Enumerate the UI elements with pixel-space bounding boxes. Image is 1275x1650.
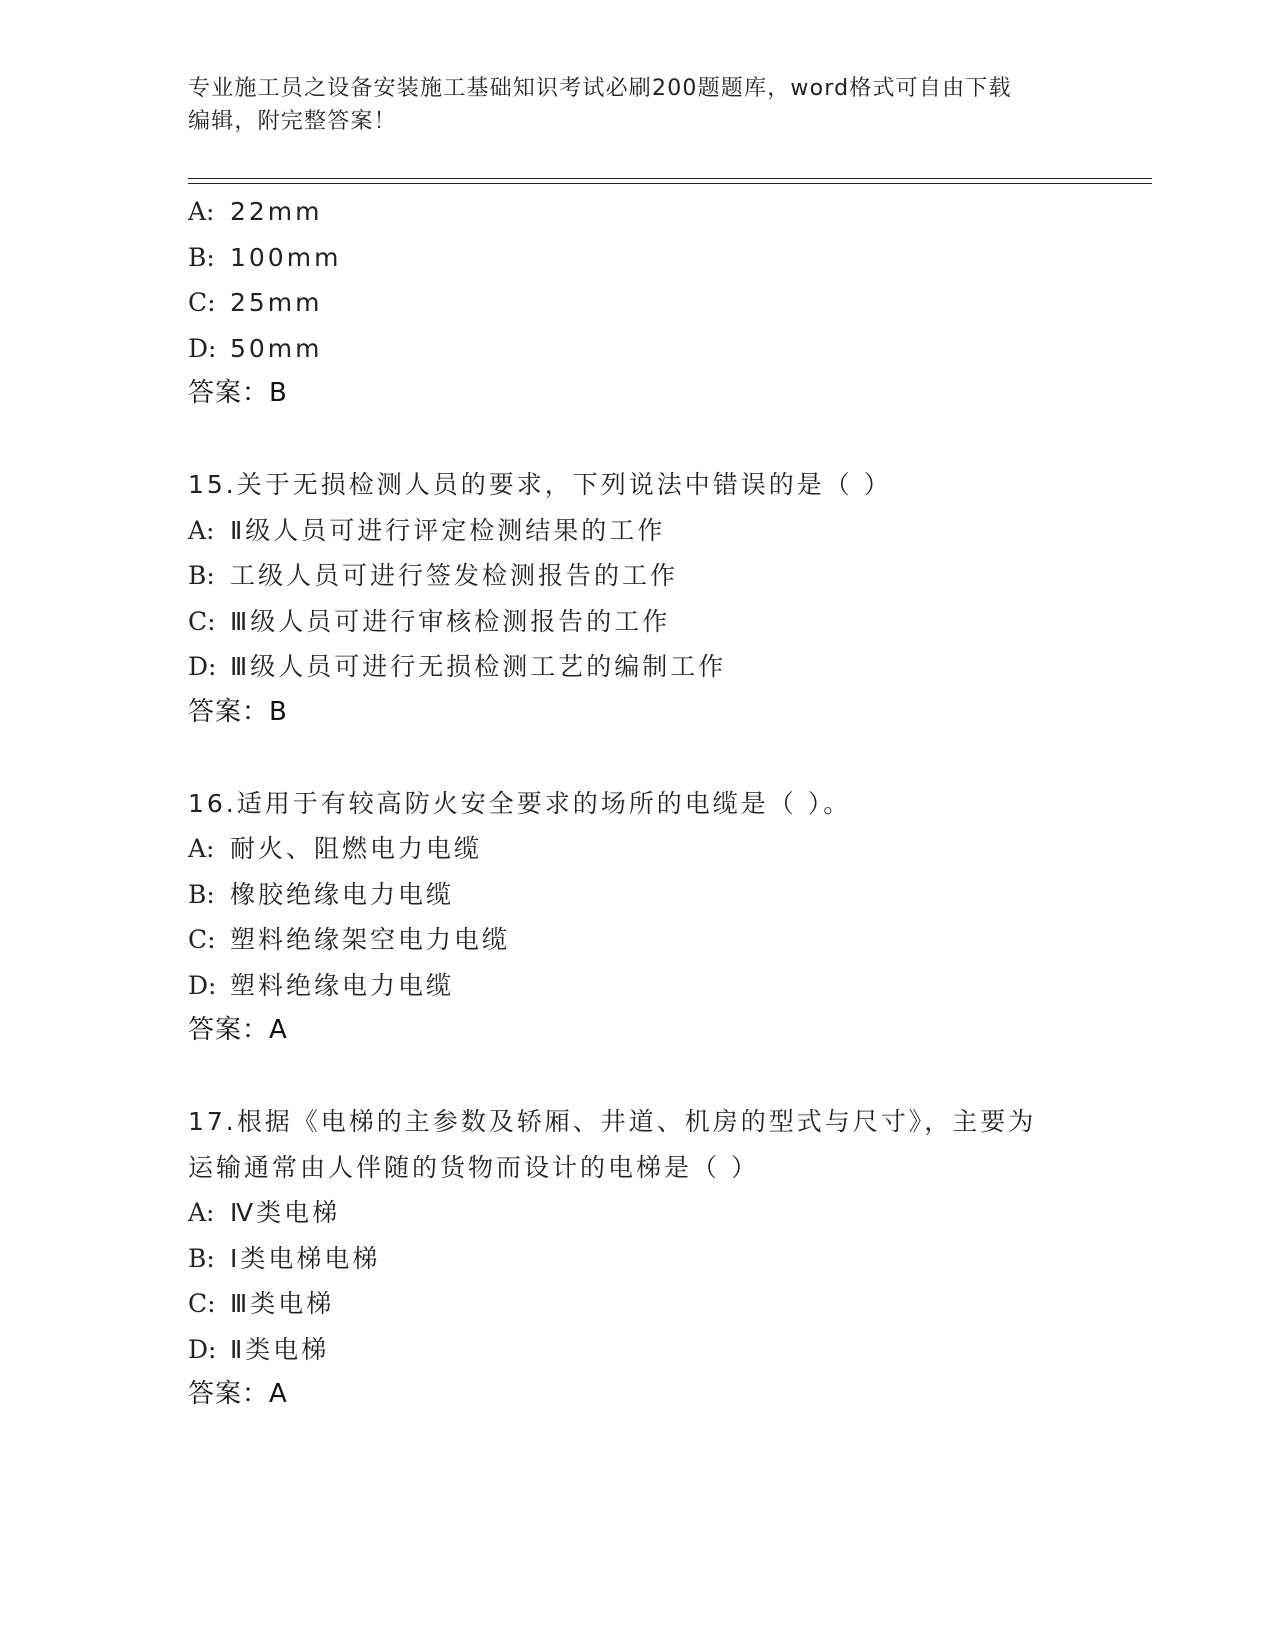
option-text: 100mm <box>230 242 342 272</box>
option-key: C: <box>188 606 216 636</box>
answer-line: 答案：B <box>188 378 288 408</box>
option-key: A: <box>188 515 215 545</box>
option-key: D: <box>188 652 217 681</box>
option-key: C: <box>188 288 216 317</box>
document-body <box>188 189 1152 1418</box>
option-text: Ⅲ级人员可进行无损检测工艺的编制工作 <box>230 652 727 681</box>
option-text: Ⅲ级人员可进行审核检测报告的工作 <box>230 606 671 636</box>
option-a <box>188 189 1152 235</box>
option-d <box>188 644 1152 690</box>
header-divider-top <box>188 178 1152 179</box>
option-key: A: <box>188 834 215 863</box>
option-c <box>188 599 1152 645</box>
question-text: 16.适用于有较高防火安全要求的场所的电缆是（ ）。 <box>188 788 852 818</box>
option-d <box>188 1327 1152 1373</box>
answer-line: 答案：A <box>188 1015 288 1045</box>
option-key: D: <box>188 1334 217 1364</box>
option-key: B: <box>188 879 215 909</box>
spacer <box>188 1054 1152 1100</box>
option-text: 50mm <box>230 333 323 363</box>
question-14-continuation <box>188 189 1152 417</box>
option-key: C: <box>188 1289 216 1318</box>
option-d <box>188 963 1152 1009</box>
option-text: 22mm <box>230 197 323 226</box>
option-text: 塑料绝缘电力电缆 <box>230 970 455 1000</box>
option-key: A: <box>188 1198 215 1227</box>
option-key: D: <box>188 970 217 1000</box>
option-a <box>188 508 1152 554</box>
option-c <box>188 1281 1152 1327</box>
option-d <box>188 326 1152 372</box>
answer-line: 答案：A <box>188 1379 288 1409</box>
spacer <box>188 735 1152 781</box>
option-key: B: <box>188 561 215 590</box>
header-title-line2: 编辑，附完整答案！ <box>188 109 397 134</box>
option-text: 工级人员可进行签发检测报告的工作 <box>230 561 679 590</box>
option-b <box>188 553 1152 599</box>
spacer <box>188 417 1152 463</box>
header-title-line1: 专业施工员之设备安装施工基础知识考试必刷200题题库，word格式可自由下载 <box>188 76 1012 101</box>
option-a <box>188 1190 1152 1236</box>
question-15 <box>188 462 1152 735</box>
question-text-line2: 运输通常由人伴随的货物而设计的电梯是（ ） <box>188 1152 759 1182</box>
document-header <box>188 72 1068 138</box>
question-17 <box>188 1099 1152 1418</box>
header-divider-bottom <box>188 183 1152 184</box>
option-text: 塑料绝缘架空电力电缆 <box>230 925 511 954</box>
option-a <box>188 826 1152 872</box>
option-c <box>188 280 1152 326</box>
option-key: B: <box>188 1243 215 1273</box>
option-text: Ⅰ类电梯电梯 <box>230 1243 381 1273</box>
option-key: C: <box>188 925 216 954</box>
option-b <box>188 1236 1152 1282</box>
option-text: Ⅱ级人员可进行评定检测结果的工作 <box>230 515 666 545</box>
option-b <box>188 235 1152 281</box>
option-b <box>188 872 1152 918</box>
option-text: Ⅲ类电梯 <box>230 1289 335 1318</box>
option-key: A: <box>188 197 215 226</box>
option-key: B: <box>188 242 215 272</box>
answer-line: 答案：B <box>188 696 288 727</box>
option-key: D: <box>188 333 217 363</box>
question-16 <box>188 781 1152 1054</box>
option-c <box>188 917 1152 963</box>
question-text: 15.关于无损检测人员的要求，下列说法中错误的是（ ） <box>188 470 892 499</box>
option-text: Ⅳ类电梯 <box>230 1198 341 1227</box>
option-text: 橡胶绝缘电力电缆 <box>230 879 455 909</box>
option-text: Ⅱ类电梯 <box>230 1334 330 1364</box>
option-text: 耐火、阻燃电力电缆 <box>230 834 483 863</box>
question-text-line1: 17.根据《电梯的主参数及轿厢、井道、机房的型式与尺寸》，主要为 <box>188 1107 1037 1136</box>
option-text: 25mm <box>230 288 323 317</box>
